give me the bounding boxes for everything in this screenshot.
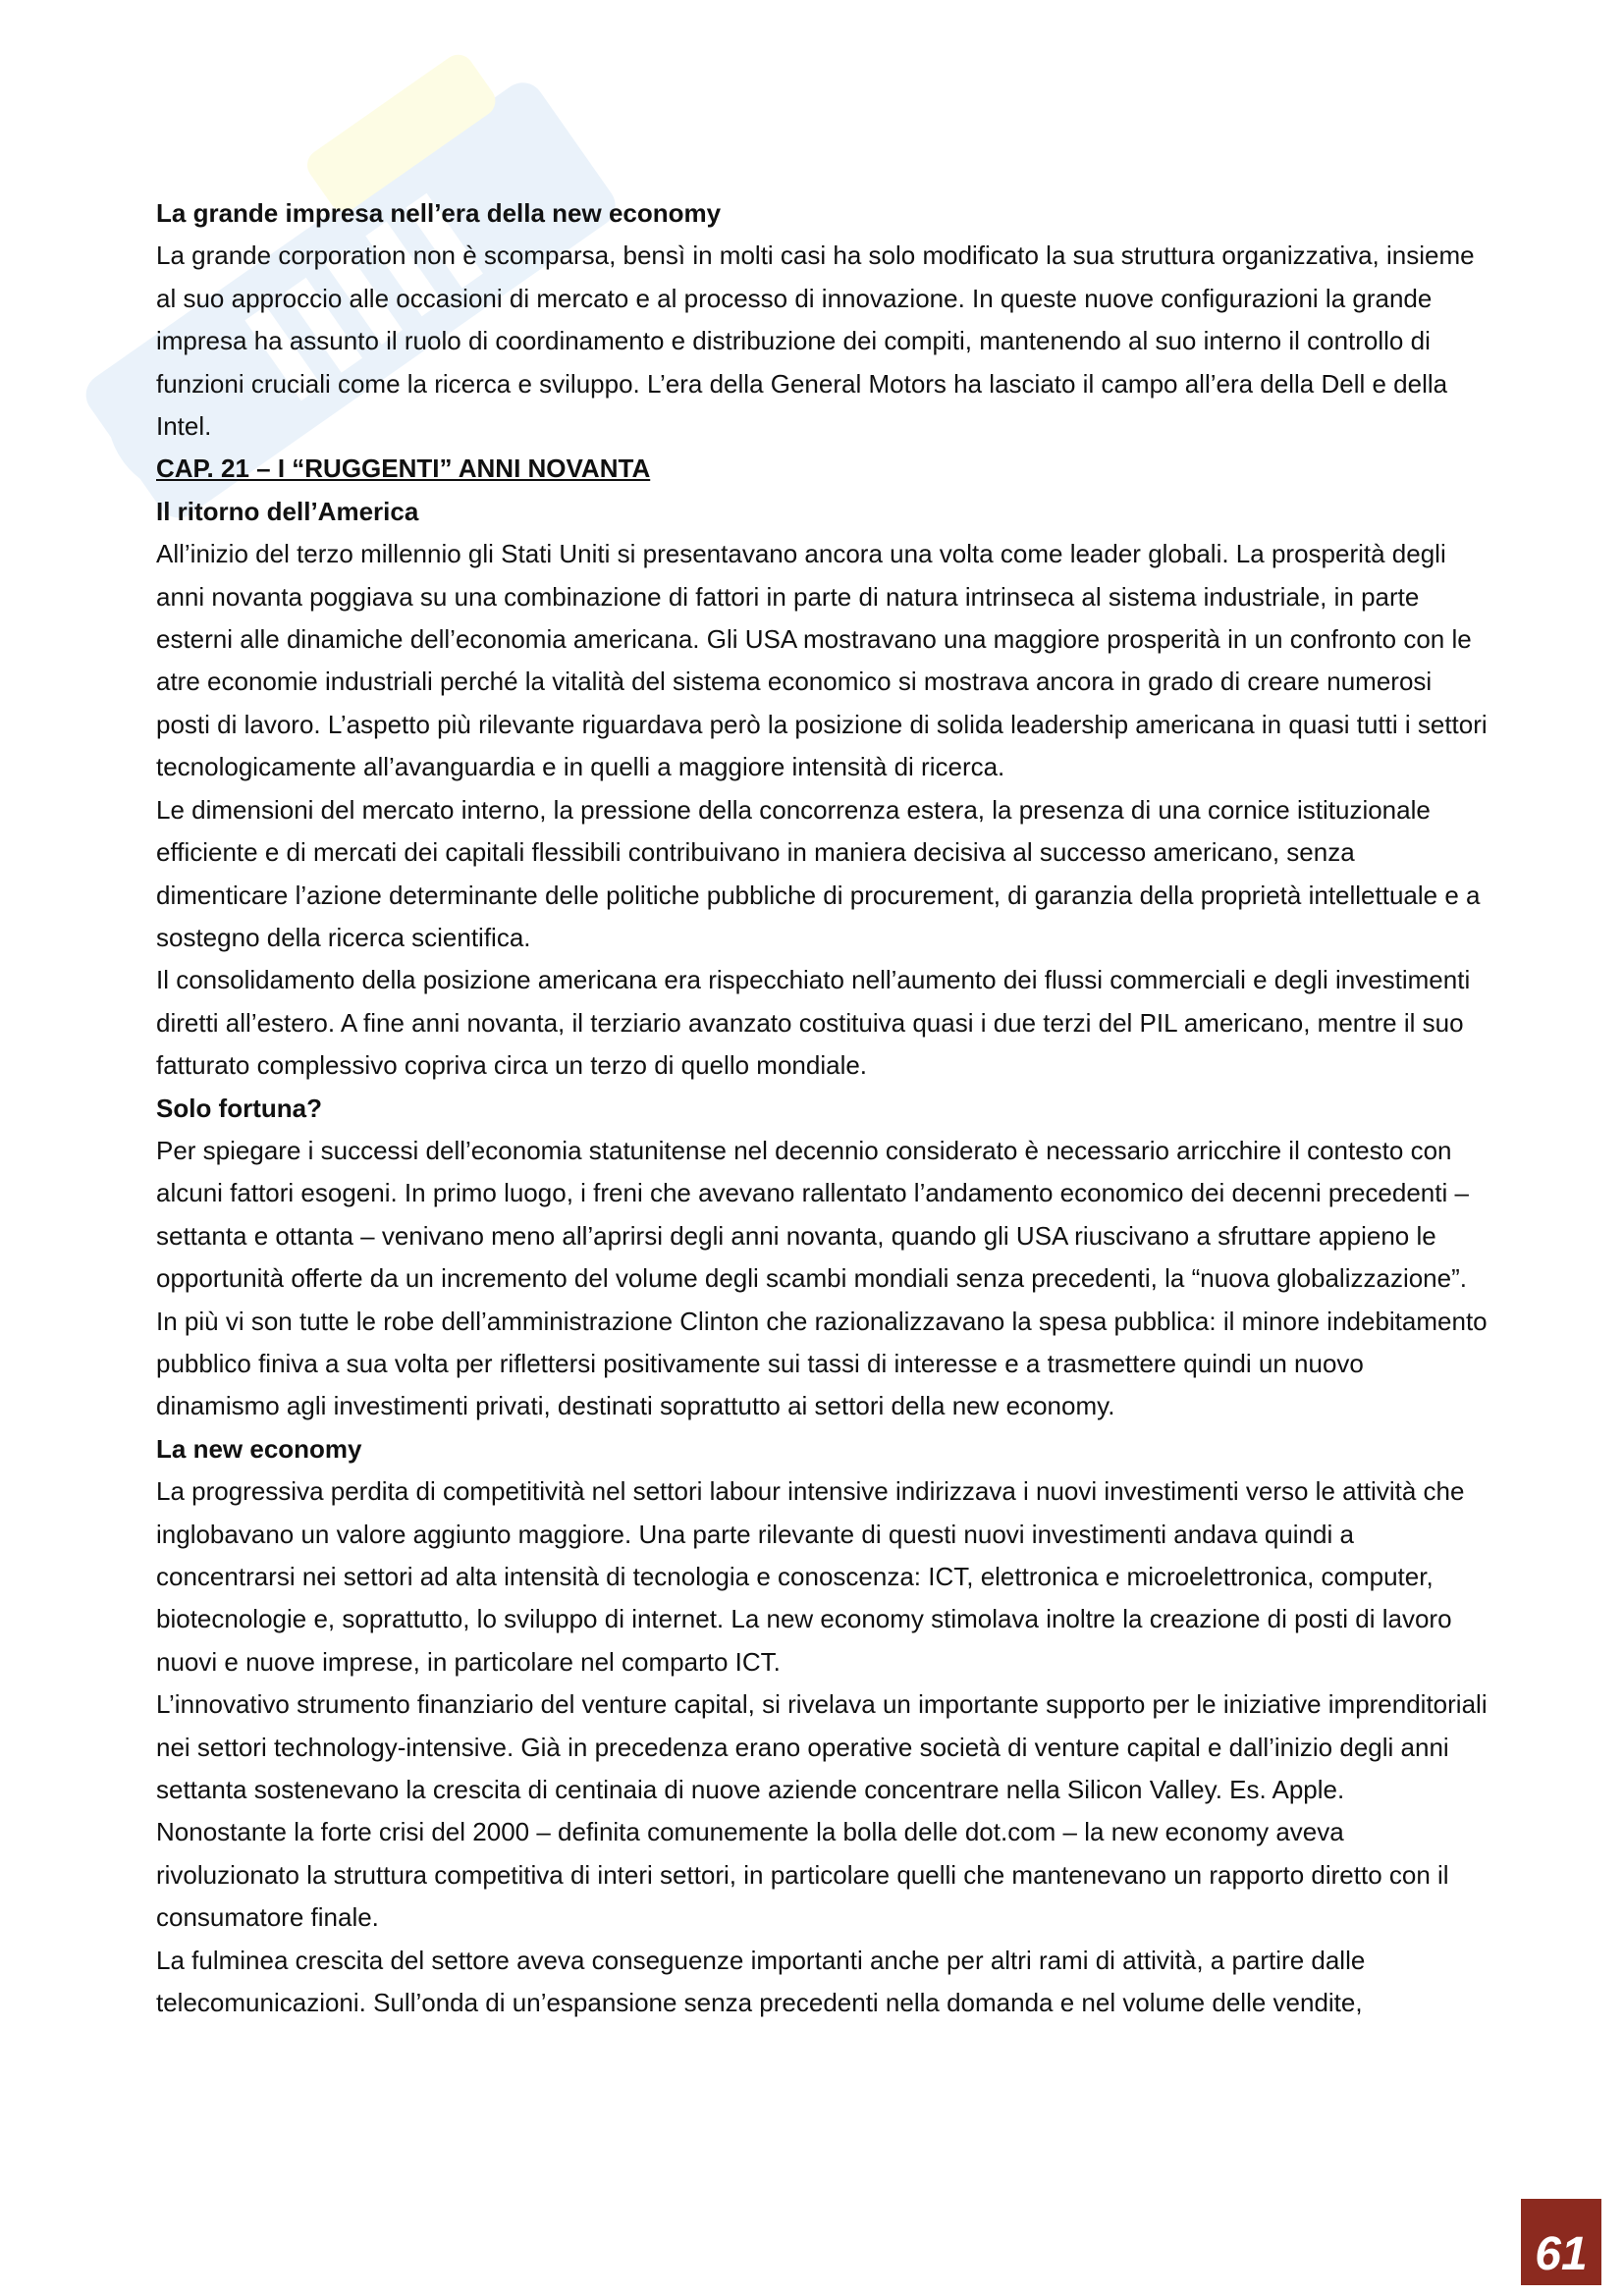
section-heading: La grande impresa nell’era della new economy	[156, 198, 722, 228]
paragraph: All’inizio del terzo millennio gli Stati Uniti si presentavano ancora una volta come leader globali. La prosperità degli anni novanta poggiava su una combinazione di fattori in parte di natura intrinseca al sistema industriale, in parte esterni alle dinamiche dell’economia americana. Gli USA mostravano una maggiore prosperità in un confronto con le atre economie industriali perché la vitalità del sistema economico si mostrava ancora in grado di creare numerosi posti di lavoro. L’aspetto più rilevante riguardava però la posizione di solida leadership americana in quasi tutti i settori tecnologicamente all’avanguardia e in quelli a maggiore intensità di ricerca.	[156, 539, 1488, 782]
paragraph: Le dimensioni del mercato interno, la pressione della concorrenza estera, la presenza di una cornice istituzionale efficiente e di mercati dei capitali flessibili contribuivano in maniera decisiva al successo americano, senza dimenticare l’azione determinante delle politiche pubbliche di procurement, di garanzia della proprietà intellettuale e a sostegno della ricerca scientifica.	[156, 794, 1481, 952]
section-heading: La new economy	[156, 1433, 362, 1464]
paragraph: La grande corporation non è scomparsa, bensì in molti casi ha solo modificato la sua struttura organizzativa, insieme al suo approccio alle occasioni di mercato e al processo di innovazione. In queste nuove configurazioni la grande impresa ha assunto il ruolo di coordinamento e distribuzione dei compiti, mantenendo al suo interno il controllo di funzioni cruciali come la ricerca e sviluppo. L’era della General Motors ha lasciato il campo all’era della Dell e della Intel.	[156, 240, 1475, 442]
page-number: 61	[1521, 2199, 1601, 2285]
paragraph: L’innovativo strumento finanziario del venture capital, si rivelava un importante supporto per le iniziative imprenditoriali nei settori technology-intensive. Già in precedenza erano operative società di venture capital e dall’inizio degli anni settanta sostenevano la crescita di centinaia di nuove aziende concentrare nella Silicon Valley. Es. Apple.	[156, 1689, 1488, 1805]
paragraph: Il consolidamento della posizione americana era rispecchiato nell’aumento dei flussi commerciali e degli investimenti diretti all’estero. A fine anni novanta, il terziario avanzato costituiva quasi i due terzi del PIL americano, mentre il suo fatturato complessivo copriva circa un terzo di quello mondiale.	[156, 965, 1471, 1081]
document-body	[156, 192, 1491, 2024]
section-heading: Il ritorno dell’America	[156, 496, 419, 526]
paragraph: Per spiegare i successi dell’economia statunitense nel decennio considerato è necessario arricchire il contesto con alcuni fattori esogeni. In primo luogo, i freni che avevano rallentato l’andamento economico dei decenni precedenti – settanta e ottanta – venivano meno all’aprirsi degli anni novanta, quando gli USA riuscivano a sfruttare appieno le opportunità offerte da un incremento del volume degli scambi mondiali senza precedenti, la “nuova globalizzazione”. In più vi son tutte le robe dell’amministrazione Clinton che razionalizzavano la spesa pubblica: il minore indebitamento pubblico finiva a sua volta per riflettersi positivamente sui tassi di interesse e a trasmettere quindi un nuovo dinamismo agli investimenti privati, destinati soprattutto ai settori della new economy.	[156, 1135, 1488, 1421]
paragraph: La fulminea crescita del settore aveva conseguenze importanti anche per altri rami di attività, a partire dalle telecomunicazioni. Sull’onda di un’espansione senza precedenti nella domanda e nel volume delle vendite,	[156, 1945, 1366, 2018]
paragraph: La progressiva perdita di competitività nel settori labour intensive indirizzava i nuovi investimenti verso le attività che inglobavano un valore aggiunto maggiore. Una parte rilevante di questi nuovi investimenti andava quindi a concentrarsi nei settori ad alta intensità di tecnologia e conoscenza: ICT, elettronica e microelettronica, computer, biotecnologie e, soprattutto, lo sviluppo di internet. La new economy stimolava inoltre la creazione di posti di lavoro nuovi e nuove imprese, in particolare nel comparto ICT.	[156, 1476, 1465, 1677]
chapter-title: CAP. 21 – I “RUGGENTI” ANNI NOVANTA	[156, 454, 651, 484]
paragraph: Nonostante la forte crisi del 2000 – definita comunemente la bolla delle dot.com – la new economy aveva rivoluzionato la struttura competitiva di interi settori, in particolare quelli che mantenevano un rapporto diretto con il consumatore finale.	[156, 1817, 1449, 1933]
section-heading: Solo fortuna?	[156, 1093, 322, 1123]
